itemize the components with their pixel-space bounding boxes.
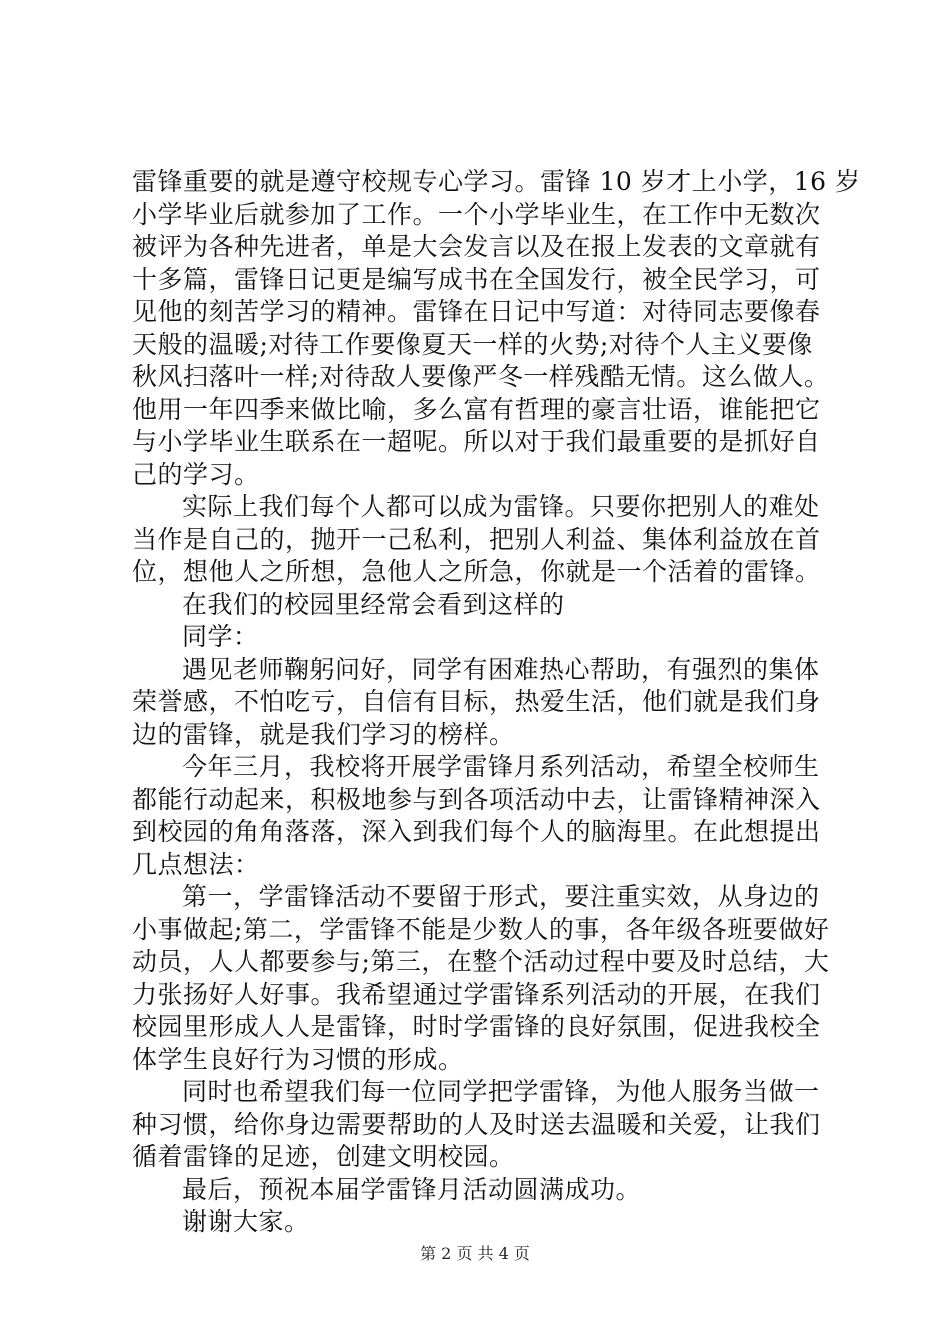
text-line: 当作是自己的，抛开一己私利，把别人利益、集体利益放在首: [132, 524, 821, 554]
text-line: 边的雷锋，就是我们学习的榜样。: [132, 719, 515, 749]
text-line: 秋风扫落叶一样;对待敌人要像严冬一样残酷无情。这么做人。: [132, 362, 830, 391]
text-line: 谢谢大家。: [182, 1207, 310, 1236]
text-line: 今年三月，我校将开展学雷锋月系列活动，希望全校师生: [182, 752, 820, 781]
text-line: 被评为各种先进者，单是大会发言以及在报上发表的文章就有: [132, 232, 821, 261]
text-line: 遇见老师鞠躬问好，同学有困难热心帮助，有强烈的集体: [182, 654, 820, 684]
text-line: 十多篇，雷锋日记更是编写成书在全国发行，被全民学习，可: [132, 264, 821, 294]
text-line: 几点想法：: [132, 849, 260, 879]
text-line: 实际上我们每个人都可以成为雷锋。只要你把别人的难处: [182, 492, 820, 521]
text-line: 雷锋重要的就是遵守校规专心学习。雷锋 10 岁才上小学，16 岁: [132, 167, 861, 196]
text-line: 到校园的角角落落，深入到我们每个人的脑海里。在此想提出: [132, 817, 821, 846]
text-line: 校园里形成人人是雷锋，时时学雷锋的良好氛围，促进我校全: [132, 1012, 821, 1041]
text-line: 循着雷锋的足迹，创建文明校园。: [132, 1142, 515, 1171]
text-line: 与小学毕业生联系在一超呢。所以对于我们最重要的是抓好自: [132, 427, 821, 456]
text-line: 小事做起;第二，学雷锋不能是少数人的事，各年级各班要做好: [132, 914, 830, 944]
text-line: 体学生良好行为习惯的形成。: [132, 1044, 464, 1074]
text-line: 动员，人人都要参与;第三，在整个活动过程中要及时总结，大: [132, 947, 830, 976]
text-line: 都能行动起来，积极地参与到各项活动中去，让雷锋精神深入: [132, 784, 821, 814]
text-line: 小学毕业后就参加了工作。一个小学毕业生，在工作中无数次: [132, 199, 821, 229]
text-line: 种习惯，给你身边需要帮助的人及时送去温暖和关爱，让我们: [132, 1109, 821, 1139]
text-line: 位，想他人之所想，急他人之所急，你就是一个活着的雷锋。: [132, 557, 821, 586]
page-footer: 第 2 页 共 4 页: [420, 1244, 530, 1263]
text-line: 荣誉感，不怕吃亏，自信有目标，热爱生活，他们就是我们身: [132, 687, 821, 716]
text-line: 见他的刻苦学习的精神。雷锋在日记中写道：对待同志要像春: [132, 297, 821, 326]
text-line: 同学：: [182, 622, 259, 651]
text-line: 最后，预祝本届学雷锋月活动圆满成功。: [182, 1174, 642, 1204]
text-line: 己的学习。: [132, 459, 260, 489]
text-line: 同时也希望我们每一位同学把学雷锋，为他人服务当做一: [182, 1077, 820, 1106]
text-line: 天般的温暖;对待工作要像夏天一样的火势;对待个人主义要像: [132, 329, 813, 359]
document-body: [132, 166, 861, 1239]
text-line: 在我们的校园里经常会看到这样的: [182, 589, 565, 619]
text-line: 力张扬好人好事。我希望通过学雷锋系列活动的开展，在我们: [132, 979, 821, 1009]
text-line: 第一，学雷锋活动不要留于形式，要注重实效，从身边的: [182, 882, 820, 911]
text-line: 他用一年四季来做比喻，多么富有哲理的豪言壮语，谁能把它: [132, 394, 821, 424]
